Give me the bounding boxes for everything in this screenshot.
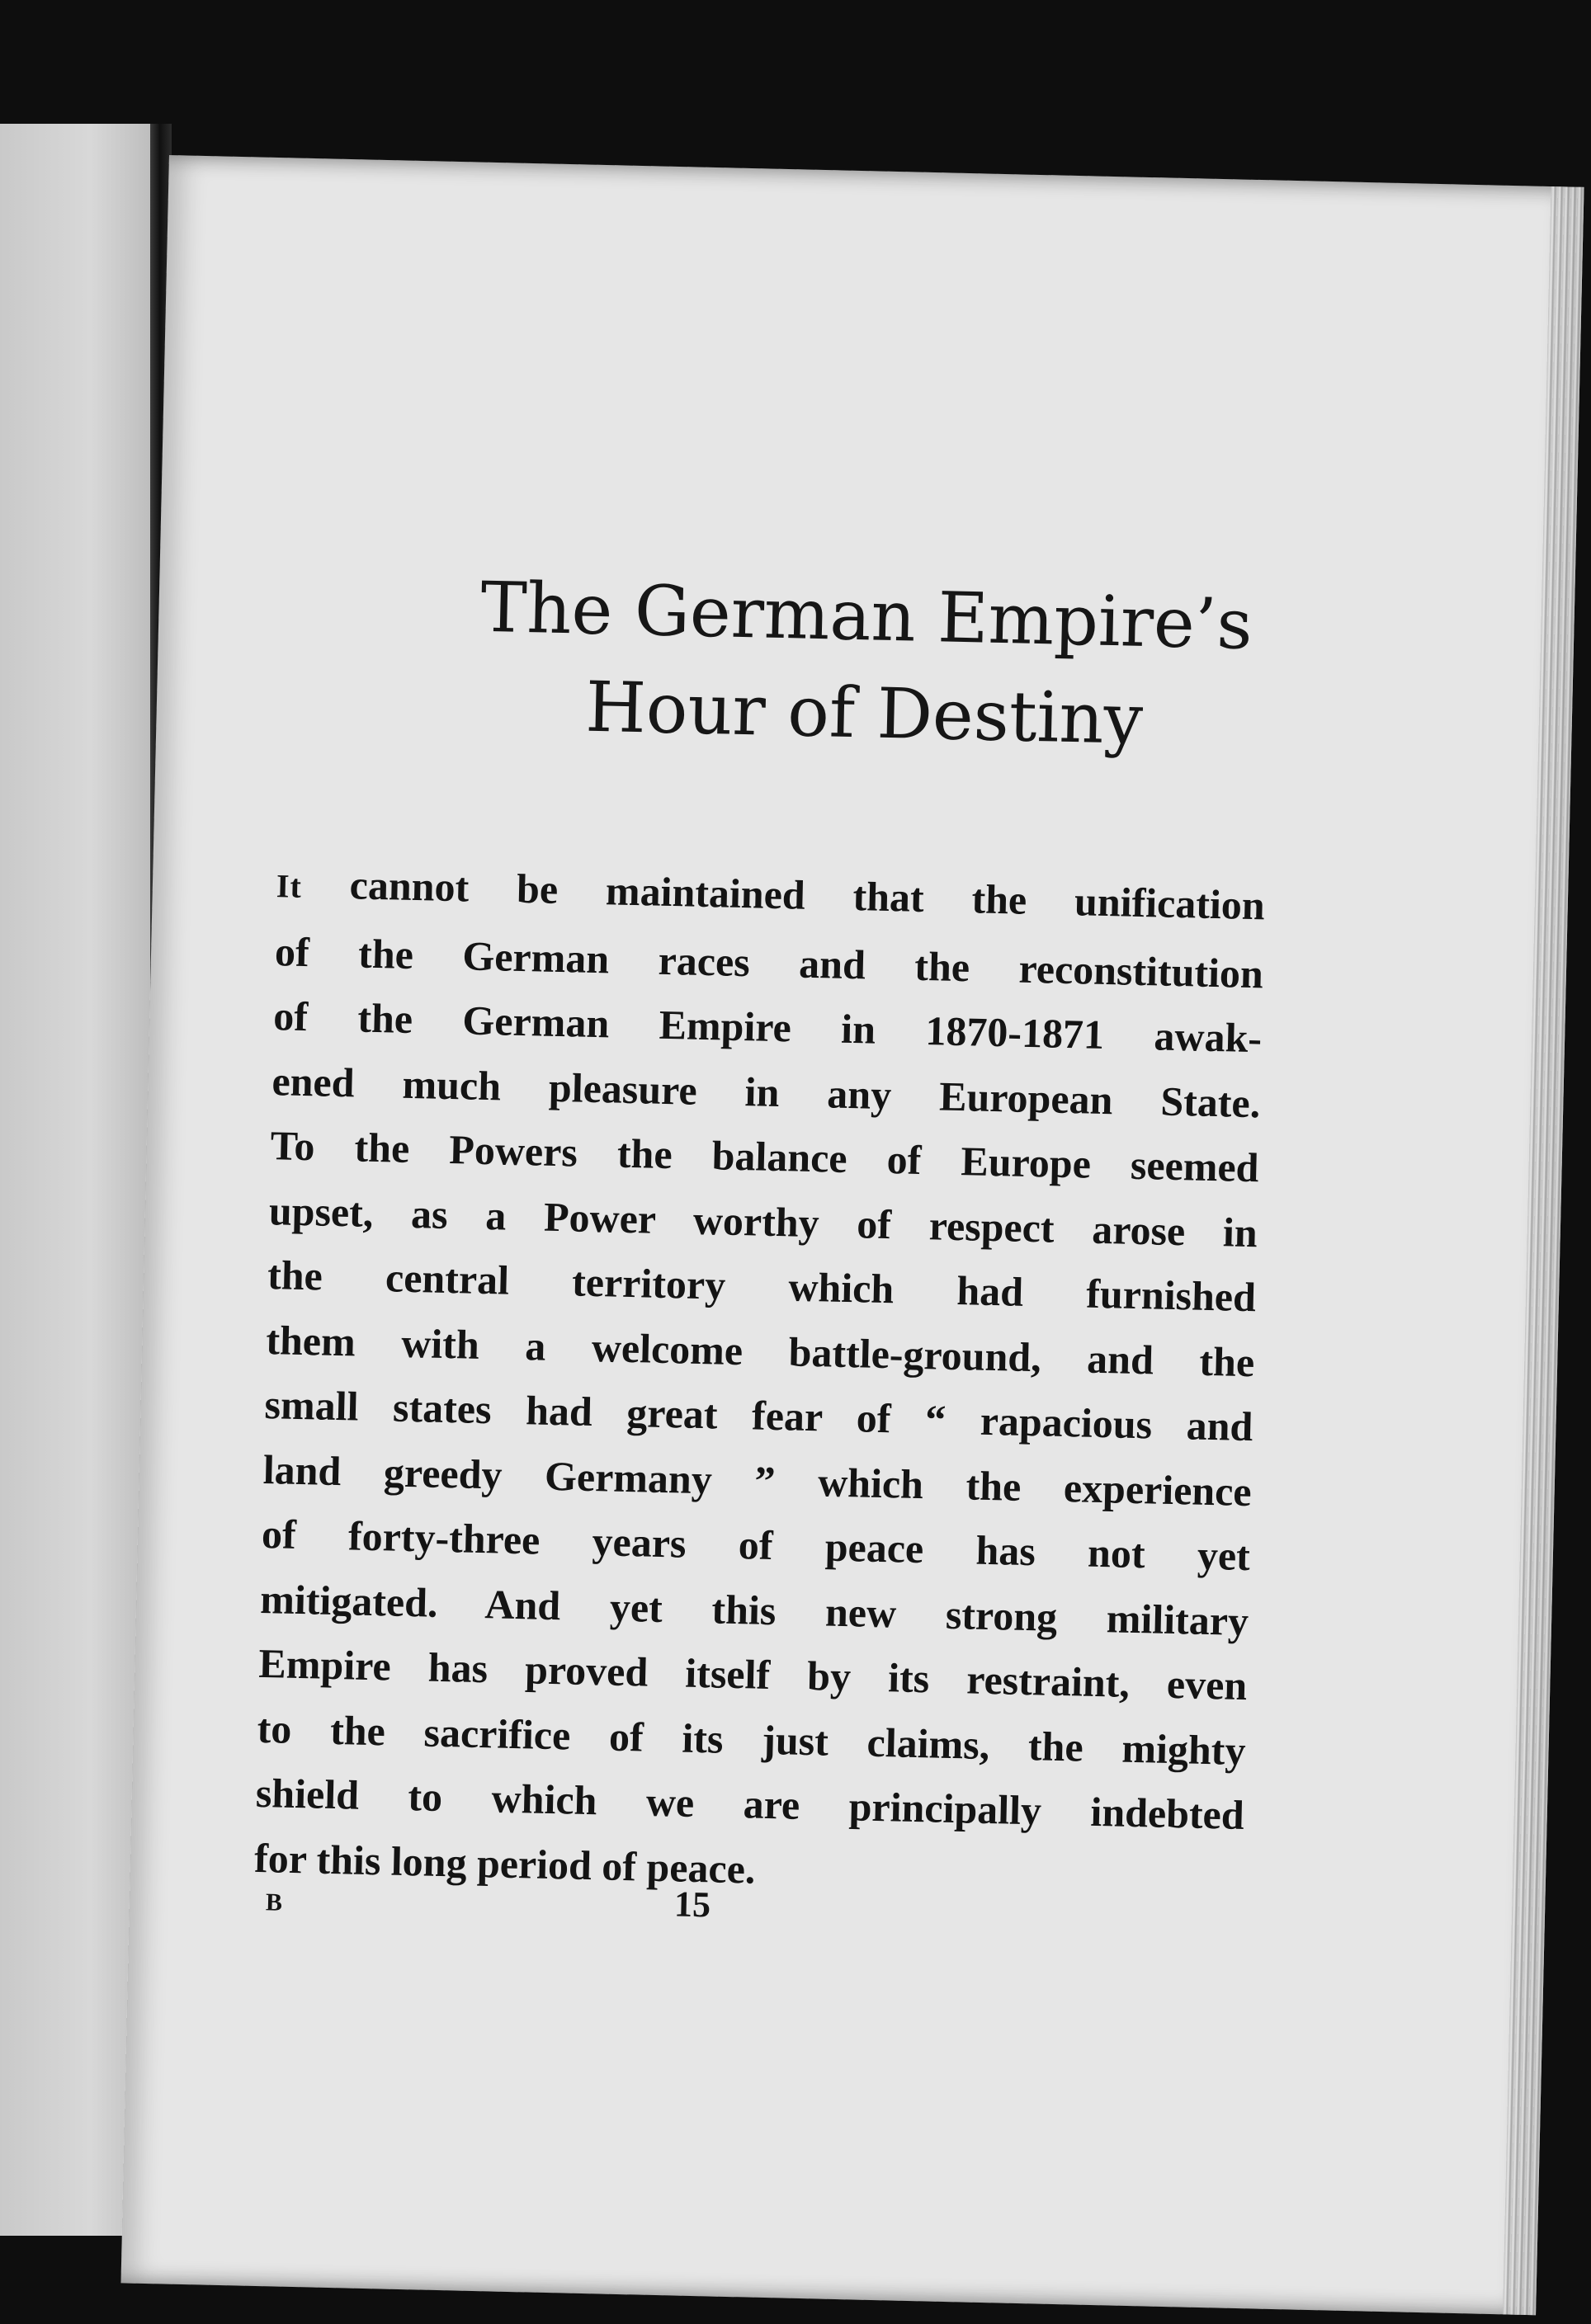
text-line: of forty-three years of peace has not yet	[261, 1510, 1251, 1580]
page-number: 15	[673, 1883, 711, 1926]
text-line: small states had great fear of “ rapacious and	[264, 1381, 1254, 1450]
text-line: shield to which we are principally indebted	[255, 1769, 1245, 1839]
page-fore-edge	[1503, 186, 1584, 2315]
text-line: Empire has proved itself by its restraint, even	[257, 1639, 1248, 1709]
text-line: of the German Empire in 1870-1871 awak-	[272, 992, 1263, 1062]
signature-mark: B	[265, 1888, 283, 1916]
body-paragraph	[253, 851, 1265, 1912]
book-page	[120, 155, 1584, 2315]
text-line: upset, as a Power worthy of respect arose in	[268, 1186, 1258, 1256]
chapter-title	[156, 551, 1575, 778]
text-line: for this long period of peace.	[253, 1834, 757, 1893]
text-line: the central territory which had furnished	[267, 1252, 1257, 1321]
text-line: ened much pleasure in any European State.	[271, 1057, 1261, 1126]
text-line: them with a welcome battle-ground, and the	[265, 1316, 1255, 1385]
text-line-1-rest: cannot be maintained that the unification	[301, 860, 1266, 929]
text-line: to the sacrifice of its just claims, the mighty	[257, 1704, 1247, 1774]
chapter-title-line-1: The German Empire’s	[479, 566, 1253, 665]
text-line: mitigated. And yet this new strong military	[259, 1575, 1249, 1644]
small-caps-initial: It	[276, 867, 303, 905]
text-line: To the Powers the balance of Europe seemed	[270, 1122, 1260, 1191]
text-line: land greedy Germany ” which the experience	[262, 1445, 1253, 1515]
chapter-title-line-2: Hour of Destiny	[584, 666, 1145, 760]
text-line: of the German races and the reconstitution	[274, 927, 1264, 997]
